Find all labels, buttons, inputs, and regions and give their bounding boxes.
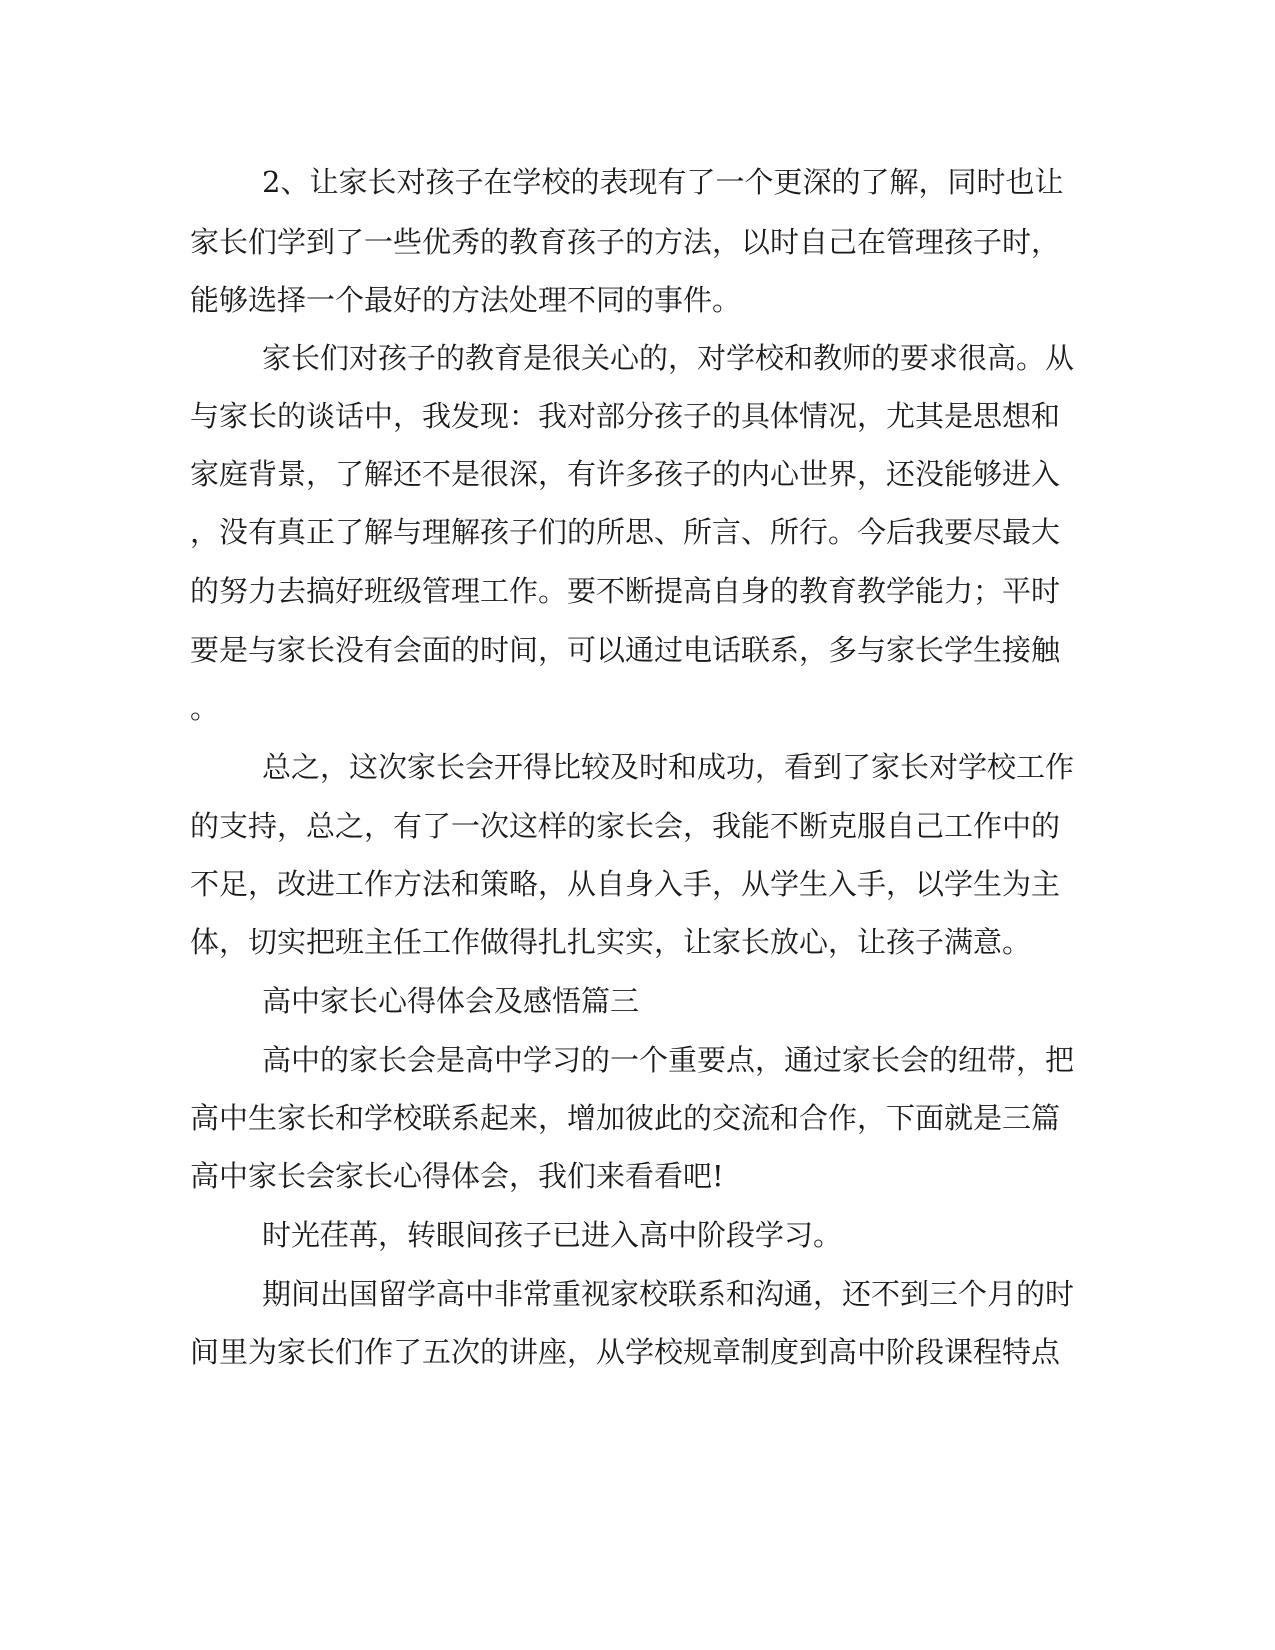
text-line: 2、让家长对孩子在学校的表现有了一个更深的了解，同时也让 [262,165,1064,199]
text-line: ，没有真正了解与理解孩子们的所思、所言、所行。今后我要尽最大 [190,515,1061,549]
text-line: 家庭背景，了解还不是很深，有许多孩子的内心世界，还没能够进入 [190,457,1061,491]
text-line: 与家长的谈话中，我发现：我对部分孩子的具体情况，尤其是思想和 [190,399,1061,433]
text-line: 间里为家长们作了五次的讲座，从学校规章制度到高中阶段课程特点 [190,1335,1061,1369]
text-line: 总之，这次家长会开得比较及时和成功，看到了家长对学校工作 [262,750,1075,784]
text-line: 不足，改进工作方法和策略，从自身入手，从学生入手，以学生为主 [190,867,1061,901]
text-line: 要是与家长没有会面的时间，可以通过电话联系，多与家长学生接触 [190,633,1061,667]
text-line: 能够选择一个最好的方法处理不同的事件。 [190,283,742,317]
text-line: 的努力去搞好班级管理工作。要不断提高自身的教育教学能力；平时 [190,574,1061,608]
text-line: 高中的家长会是高中学习的一个重要点，通过家长会的纽带，把 [262,1043,1075,1077]
text-line: 体，切实把班主任工作做得扎扎实实，让家长放心，让孩子满意。 [190,925,1032,959]
text-line: 高中家长会家长心得体会，我们来看看吧! [190,1159,724,1193]
text-line: 期间出国留学高中非常重视家校联系和沟通，还不到三个月的时 [262,1277,1075,1311]
text-line: 高中生家长和学校联系起来，增加彼此的交流和合作，下面就是三篇 [190,1101,1061,1135]
text-line: 家长们对孩子的教育是很关心的，对学校和教师的要求很高。从 [262,341,1075,375]
text-line: 家长们学到了一些优秀的教育孩子的方法，以时自己在管理孩子时， [190,225,1061,259]
text-line: 时光荏苒，转眼间孩子已进入高中阶段学习。 [262,1218,843,1252]
text-line: 。 [190,691,220,725]
text-line: 的支持，总之，有了一次这样的家长会，我能不断克服自己工作中的 [190,809,1061,843]
section-heading: 高中家长心得体会及感悟篇三 [262,984,640,1018]
